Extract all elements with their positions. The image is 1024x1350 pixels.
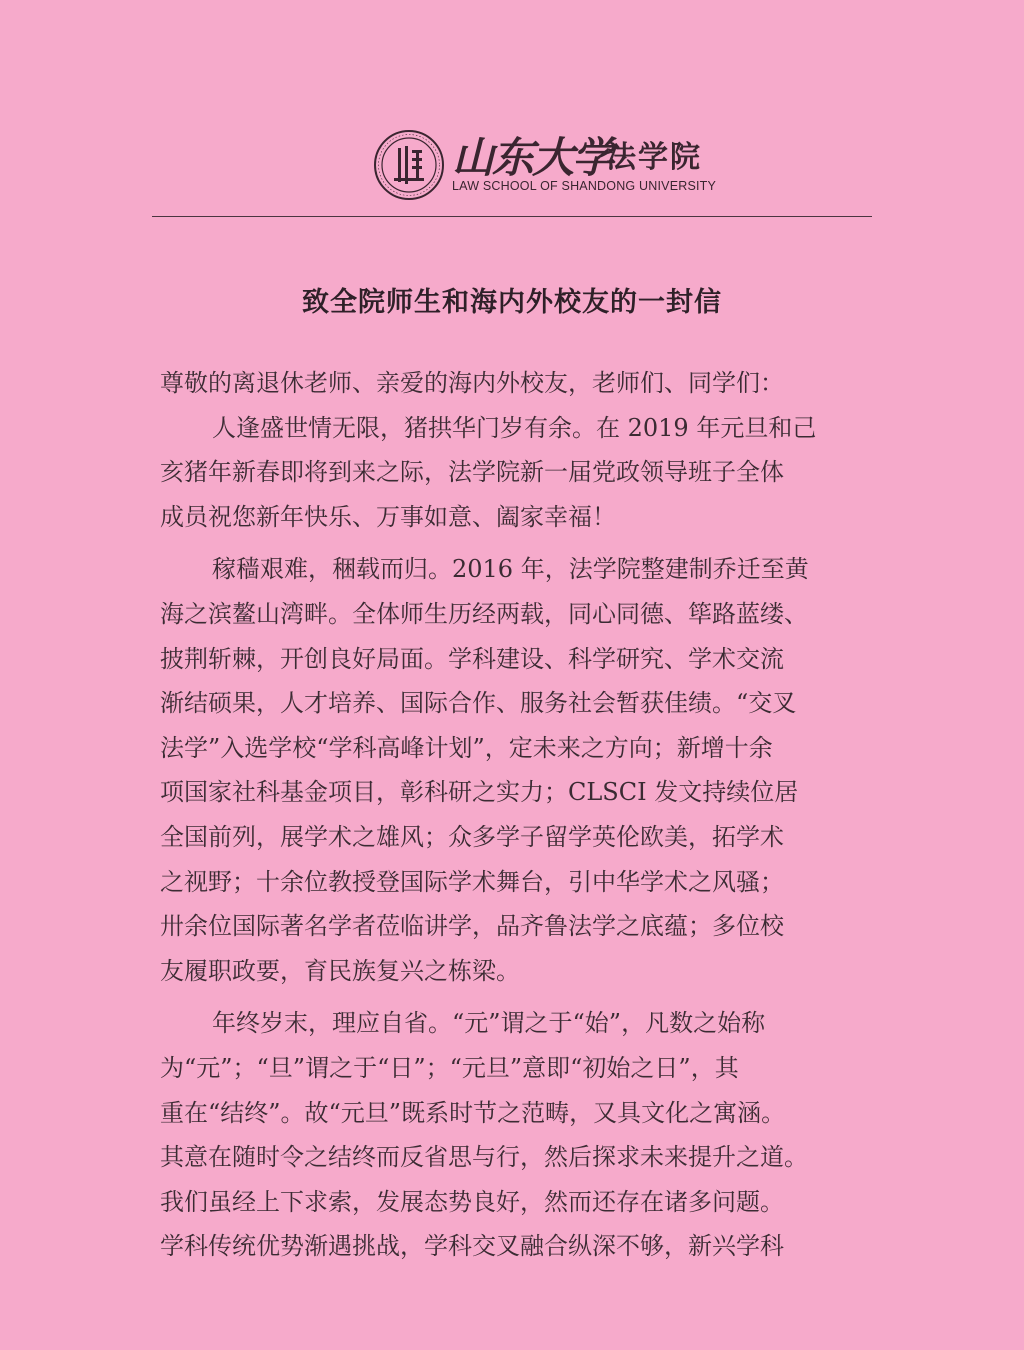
text-line: 稼穑艰难，稇载而归。2016 年，法学院整建制乔迁至黄: [212, 555, 809, 584]
text-line: 人逢盛世情无限，猪拱华门岁有余。在 2019 年元旦和己: [212, 413, 817, 442]
text-line: 之视野；十余位教授登国际学术舞台，引中华学术之风骚；: [160, 867, 784, 896]
text-line: 学科传统优势渐遇挑战，学科交叉融合纵深不够，新兴学科: [160, 1232, 784, 1261]
salutation: 尊敬的离退休老师、亲爱的海内外校友，老师们、同学们：: [160, 369, 784, 397]
text-line: 其意在随时令之结终而反省思与行，然后探求未来提升之道。: [160, 1143, 808, 1172]
text-line: 卅余位国际著名学者莅临讲学，品齐鲁法学之底蕴；多位校: [160, 912, 784, 941]
text-line: 项国家社科基金项目，彰科研之实力；CLSCI 发文持续位居: [160, 778, 799, 807]
text-line: 披荆斩棘，开创良好局面。学科建设、科学研究、学术交流: [160, 644, 784, 673]
text-line: 友履职政要，育民族复兴之栋梁。: [160, 956, 520, 985]
paragraph: [160, 547, 880, 993]
text-line: 全国前列，展学术之雄风；众多学子留学英伦欧美，拓学术: [160, 822, 784, 851]
text-line: 渐结硕果，人才培养、国际合作、服务社会暂获佳绩。“交叉: [160, 689, 797, 718]
text-line: 重在“结终”。故“元旦”既系时节之范畴，又具文化之寓涵。: [160, 1098, 786, 1127]
shandong-university-seal-icon: [372, 128, 446, 202]
text-line: 为“元”；“旦”谓之于“日”；“元旦”意即“初始之日”，其: [160, 1053, 739, 1082]
university-name-calligraphy: 山东大学: [452, 133, 613, 182]
text-line: 成员祝您新年快乐、万事如意、阖家幸福！: [160, 502, 616, 531]
paragraph-gap: [160, 993, 880, 1001]
department-name: 法学院: [606, 140, 702, 175]
letter-title: 致全院师生和海内外校友的一封信: [302, 287, 722, 318]
paragraph: [160, 1001, 880, 1269]
letter-body: [160, 361, 880, 1269]
header-divider: [152, 216, 872, 217]
paragraph-gap: [160, 539, 880, 547]
letterhead: [0, 118, 1024, 208]
text-line: 年终岁末，理应自省。“元”谓之于“始”，凡数之始称: [212, 1009, 766, 1038]
paragraph: [160, 406, 880, 540]
text-line: 我们虽经上下求索，发展态势良好，然而还存在诸多问题。: [160, 1187, 784, 1216]
english-name: LAW SCHOOL OF SHANDONG UNIVERSITY: [452, 179, 717, 193]
text-line: 海之滨鳌山湾畔。全体师生历经两载，同心同德、筚路蓝缕、: [160, 599, 808, 628]
text-line: 法学”入选学校“学科高峰计划”，定未来之方向；新增十余: [160, 733, 773, 762]
text-line: 亥猪年新春即将到来之际，法学院新一届党政领导班子全体: [160, 458, 784, 487]
